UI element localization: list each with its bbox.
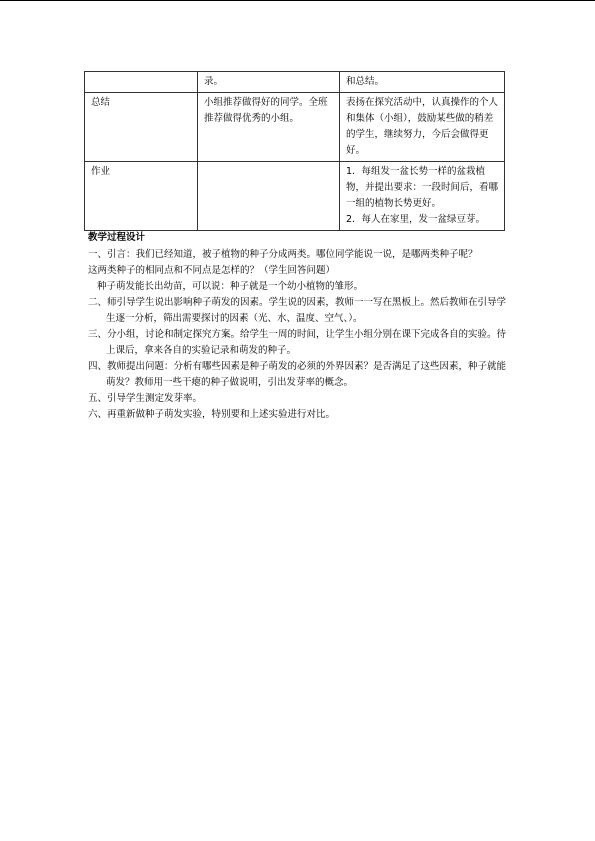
table-cell-phase: [85, 72, 198, 93]
teaching-process-section: [88, 230, 508, 423]
process-step: 一、引言：我们已经知道，被子植物的种子分成两类。哪位同学能说一说，是哪两类种子呢？: [88, 249, 478, 260]
homework-item: 1．每组发一盆长势一样的盆栽植物，并提出要求：一段时间后，看哪一组的植物长势更好。: [346, 166, 499, 209]
process-step: 二、师引导学生说出影响种子萌发的因素。学生说的因素，教师一一写在黑板上。然后教师在引导学生逐一分析，筛出需要探讨的因素（光、水、温度、空气、）。: [88, 297, 507, 324]
table-row: [85, 93, 505, 162]
section-heading: 教学过程设计: [88, 232, 146, 243]
process-answer: 种子萌发能长出幼苗，可以说：种子就是一个幼小植物的雏形。: [97, 281, 364, 292]
process-step: 四、教师提出问题：分析有哪些因素是种子萌发的必须的外界因素？是否满足了这些因素，种子就能萌发？教师用一些干瘪的种子做说明，引出发芽率的概念。: [88, 361, 507, 388]
process-step: 五、引导学生测定发芽率。: [88, 393, 203, 404]
process-step: 三、分小组，讨论和制定探究方案。给学生一周的时间，让学生小组分别在课下完成各自的实验。待上课后，拿来各自的实验记录和萌发的种子。: [88, 329, 507, 356]
page-top-rule: [0, 0, 595, 1]
process-question: 这两类种子的相同点和不同点是怎样的？（学生回答问题）: [88, 265, 336, 276]
process-step: 六、再重新做种子萌发实验，特别要和上述实验进行对比。: [88, 409, 336, 420]
table-cell-student-activity: 录。: [198, 72, 340, 93]
table-cell-student-activity: [198, 162, 340, 231]
homework-item: 2．每人在家里，发一盆绿豆芽。: [346, 214, 486, 225]
table-cell-teacher-activity: [340, 162, 505, 231]
table-cell-teacher-activity: 和总结。: [340, 72, 505, 93]
table-cell-phase: 作业: [85, 162, 198, 231]
table-cell-student-activity: 小组推荐做得好的同学。全班推荐做得优秀的小组。: [198, 93, 340, 162]
table-cell-phase: 总结: [85, 93, 198, 162]
table-cell-teacher-activity: 表扬在探究活动中，认真操作的个人和集体（小组），鼓励某些做的稍差的学生，继续努力，今后会做得更好。: [340, 93, 505, 162]
table-row: [85, 162, 505, 231]
lesson-plan-table: [84, 71, 505, 231]
table-row: [85, 72, 505, 93]
